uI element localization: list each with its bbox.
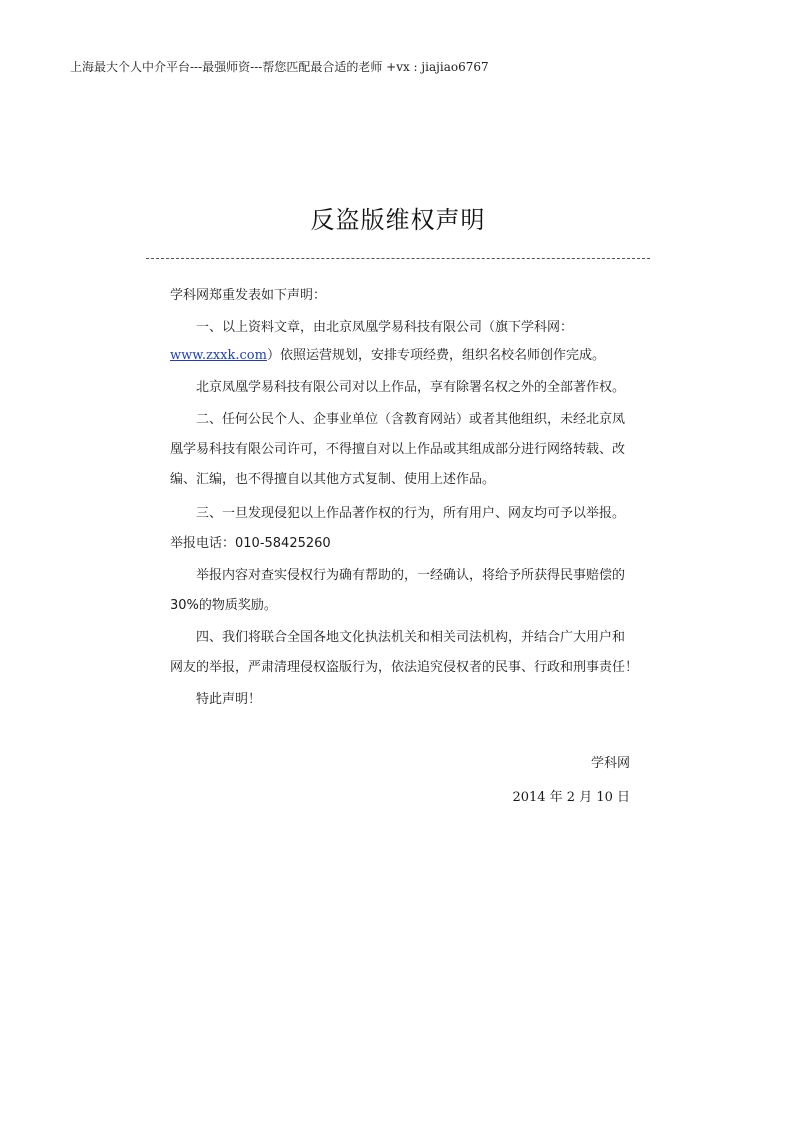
signature: 学科网 [590, 756, 630, 771]
paragraph-7-line-1: 四、我们将联合全国各地文化执法机关和相关司法机构，并结合广大用户和 [196, 630, 626, 645]
paragraph-4: 三、一旦发现侵犯以上作品著作权的行为，所有用户、网友均可予以举报。 [196, 506, 626, 521]
paragraph-6-line-1: 举报内容对查实侵权行为确有帮助的，一经确认，将给予所获得民事赔偿的 [196, 568, 626, 583]
header-ad-text: 上海最大个人中介平台---最强师资---帮您匹配最合适的老师 +vx : jiajiao6767 [70, 60, 489, 74]
paragraph-1-line-2 [170, 346, 605, 366]
paragraph-7-line-2: 网友的举报，严肃清理侵权盗版行为，依法追究侵权者的民事、行政和刑事责任！ [170, 660, 639, 675]
report-phone: 举报电话：010-58425260 [170, 536, 331, 551]
dashed-divider [146, 258, 650, 259]
paragraph-3-line-1: 二、任何公民个人、企事业单位（含教育网站）或者其他组织，未经北京凤 [196, 412, 626, 427]
paragraph-3-line-2: 凰学易科技有限公司许可，不得擅自对以上作品或其组成部分进行网络转载、改 [170, 442, 626, 457]
closing-statement: 特此声明！ [196, 692, 262, 707]
notice-header [146, 200, 650, 259]
paragraph-2: 北京凤凰学易科技有限公司对以上作品，享有除署名权之外的全部著作权。 [196, 380, 626, 395]
paragraph-6-line-2: 30%的物质奖励。 [170, 598, 277, 613]
notice-date: 2014 年 2 月 10 日 [512, 790, 630, 805]
paragraph-1-line-1: 一、以上资料文章，由北京凤凰学易科技有限公司（旗下学科网： [196, 320, 574, 335]
paragraph-3-line-3: 编、汇编，也不得擅自以其他方式复制、使用上述作品。 [170, 472, 496, 487]
website-link[interactable]: www.zxxk.com [170, 348, 267, 363]
paragraph-1-line-2-text: ）依照运营规划，安排专项经费，组织名校名师创作完成。 [266, 348, 605, 363]
intro-paragraph: 学科网郑重发表如下声明： [170, 288, 327, 303]
page-title: 反盗版维权声明 [310, 206, 486, 234]
